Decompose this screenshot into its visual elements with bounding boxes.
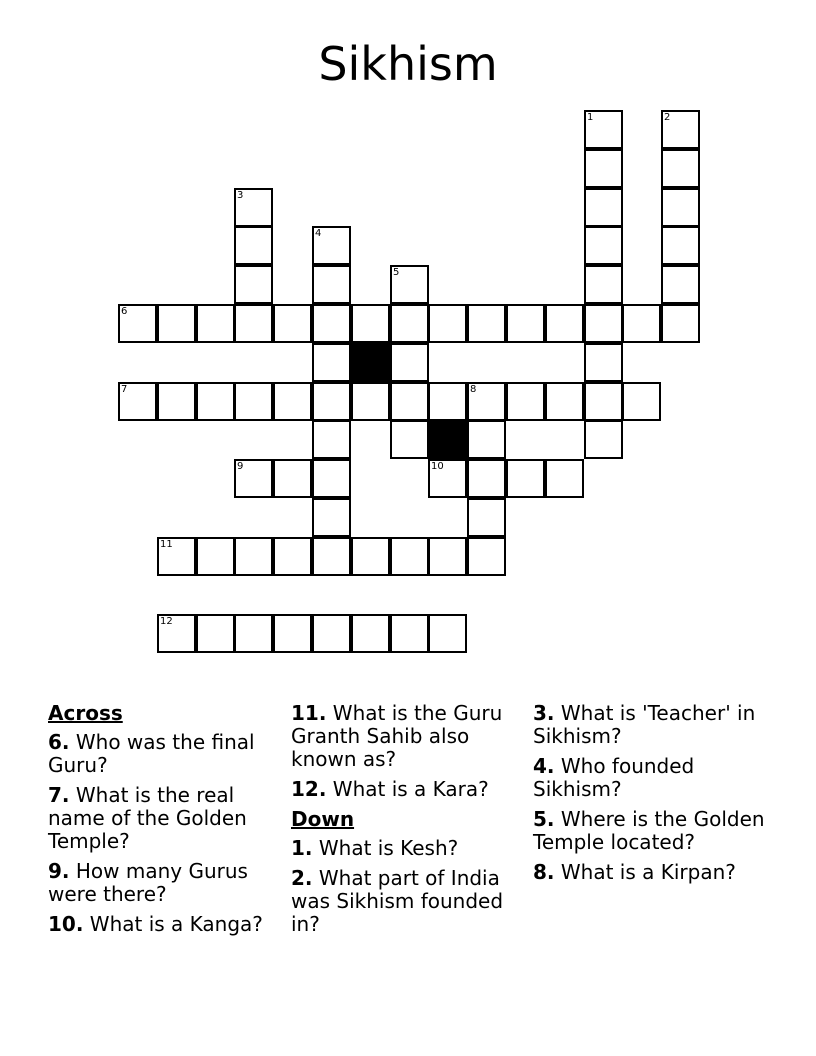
letter-cell[interactable] xyxy=(467,459,506,498)
letter-cell[interactable] xyxy=(351,382,390,421)
letter-cell[interactable] xyxy=(584,188,623,227)
letter-cell[interactable] xyxy=(312,343,351,382)
clue-number: 7. xyxy=(48,783,70,807)
letter-cell[interactable] xyxy=(467,304,506,343)
clue-down-3 xyxy=(533,702,769,748)
clue-number: 4. xyxy=(533,754,555,778)
letter-cell[interactable] xyxy=(584,304,623,343)
clue-text: What is Kesh? xyxy=(318,836,459,860)
letter-cell[interactable] xyxy=(196,304,235,343)
letter-cell[interactable] xyxy=(273,382,312,421)
letter-cell[interactable] xyxy=(661,226,700,265)
clue-number: 8. xyxy=(533,860,555,884)
letter-cell[interactable] xyxy=(312,537,351,576)
clue-down-8 xyxy=(533,861,769,884)
clue-text: What part of India was Sikhism founded in? xyxy=(291,866,504,936)
letter-cell[interactable] xyxy=(234,537,273,576)
down-heading: Down xyxy=(291,807,355,831)
clue-text: What is a Kanga? xyxy=(89,912,263,936)
clue-across-6 xyxy=(48,731,284,777)
clue-number: 5. xyxy=(533,807,555,831)
letter-cell[interactable] xyxy=(390,614,429,653)
letter-cell[interactable] xyxy=(428,382,467,421)
letter-cell[interactable] xyxy=(234,265,273,304)
letter-cell[interactable] xyxy=(234,459,273,498)
letter-cell[interactable] xyxy=(234,304,273,343)
clue-number-label: 7 xyxy=(121,384,128,395)
letter-cell[interactable] xyxy=(118,382,157,421)
letter-cell[interactable] xyxy=(661,304,700,343)
clue-number: 2. xyxy=(291,866,313,890)
letter-cell[interactable] xyxy=(312,498,351,537)
clue-text: Who founded Sikhism? xyxy=(533,754,695,801)
block-cell xyxy=(428,420,467,459)
letter-cell[interactable] xyxy=(118,304,157,343)
clue-text: What is 'Teacher' in Sikhism? xyxy=(533,701,756,748)
clue-text: Where is the Golden Temple located? xyxy=(533,807,765,854)
clue-number: 10. xyxy=(48,912,84,936)
letter-cell[interactable] xyxy=(584,226,623,265)
clue-across-10 xyxy=(48,913,284,936)
letter-cell[interactable] xyxy=(312,265,351,304)
letter-cell[interactable] xyxy=(467,498,506,537)
clue-text: What is a Kara? xyxy=(332,777,489,801)
letter-cell[interactable] xyxy=(390,304,429,343)
clue-number-label: 2 xyxy=(664,112,671,123)
letter-cell[interactable] xyxy=(234,188,273,227)
letter-cell[interactable] xyxy=(312,420,351,459)
clue-number-label: 5 xyxy=(393,267,400,278)
letter-cell[interactable] xyxy=(390,420,429,459)
letter-cell[interactable] xyxy=(584,420,623,459)
letter-cell[interactable] xyxy=(467,537,506,576)
letter-cell[interactable] xyxy=(157,304,196,343)
clue-number: 9. xyxy=(48,859,70,883)
page-title: Sikhism xyxy=(318,37,498,91)
letter-cell[interactable] xyxy=(390,537,429,576)
letter-cell[interactable] xyxy=(584,343,623,382)
letter-cell[interactable] xyxy=(661,188,700,227)
letter-cell[interactable] xyxy=(545,459,584,498)
letter-cell[interactable] xyxy=(428,537,467,576)
letter-cell[interactable] xyxy=(351,614,390,653)
letter-cell[interactable] xyxy=(622,304,661,343)
letter-cell[interactable] xyxy=(351,304,390,343)
letter-cell[interactable] xyxy=(390,265,429,304)
clue-number-label: 11 xyxy=(160,539,173,550)
letter-cell[interactable] xyxy=(467,382,506,421)
letter-cell[interactable] xyxy=(390,382,429,421)
letter-cell[interactable] xyxy=(506,382,545,421)
letter-cell[interactable] xyxy=(312,459,351,498)
clue-down-4 xyxy=(533,755,769,801)
clue-number: 6. xyxy=(48,730,70,754)
letter-cell[interactable] xyxy=(273,614,312,653)
clue-number: 12. xyxy=(291,777,327,801)
clue-number-label: 4 xyxy=(315,228,322,239)
letter-cell[interactable] xyxy=(467,420,506,459)
clue-down-5 xyxy=(533,808,769,854)
clue-number: 11. xyxy=(291,701,327,725)
clue-across-12 xyxy=(291,778,527,801)
clue-number-label: 6 xyxy=(121,306,128,317)
letter-cell[interactable] xyxy=(428,459,467,498)
letter-cell[interactable] xyxy=(584,149,623,188)
clue-number-label: 10 xyxy=(431,461,444,472)
letter-cell[interactable] xyxy=(351,537,390,576)
letter-cell[interactable] xyxy=(545,382,584,421)
letter-cell[interactable] xyxy=(234,614,273,653)
letter-cell[interactable] xyxy=(390,343,429,382)
letter-cell[interactable] xyxy=(545,304,584,343)
clue-across-7 xyxy=(48,784,284,853)
letter-cell[interactable] xyxy=(584,382,623,421)
letter-cell[interactable] xyxy=(622,382,661,421)
letter-cell[interactable] xyxy=(312,304,351,343)
letter-cell[interactable] xyxy=(234,382,273,421)
clues-column-2 xyxy=(291,702,527,943)
clue-text: What is the real name of the Golden Temple? xyxy=(48,783,247,853)
clue-text: Who was the final Guru? xyxy=(48,730,255,777)
letter-cell[interactable] xyxy=(157,382,196,421)
letter-cell[interactable] xyxy=(506,459,545,498)
letter-cell[interactable] xyxy=(661,149,700,188)
letter-cell[interactable] xyxy=(312,382,351,421)
letter-cell[interactable] xyxy=(157,537,196,576)
clue-number: 3. xyxy=(533,701,555,725)
letter-cell[interactable] xyxy=(428,614,467,653)
clue-down-2 xyxy=(291,867,527,936)
letter-cell[interactable] xyxy=(506,304,545,343)
letter-cell[interactable] xyxy=(157,614,196,653)
letter-cell[interactable] xyxy=(196,537,235,576)
clue-down-1 xyxy=(291,837,527,860)
clue-number: 1. xyxy=(291,836,313,860)
clue-across-11 xyxy=(291,702,527,771)
clue-number-label: 12 xyxy=(160,616,173,627)
letter-cell[interactable] xyxy=(584,110,623,149)
clue-number-label: 9 xyxy=(237,461,244,472)
clue-text: How many Gurus were there? xyxy=(48,859,248,906)
clue-number-label: 8 xyxy=(470,384,477,395)
letter-cell[interactable] xyxy=(428,304,467,343)
clues-column-1 xyxy=(48,702,284,943)
block-cell xyxy=(351,343,390,382)
letter-cell[interactable] xyxy=(234,226,273,265)
letter-cell[interactable] xyxy=(273,304,312,343)
letter-cell[interactable] xyxy=(312,614,351,653)
clues-column-3 xyxy=(533,702,769,891)
letter-cell[interactable] xyxy=(584,265,623,304)
letter-cell[interactable] xyxy=(273,537,312,576)
letter-cell[interactable] xyxy=(661,110,700,149)
across-heading: Across xyxy=(48,701,123,725)
clue-across-9 xyxy=(48,860,284,906)
letter-cell[interactable] xyxy=(196,614,235,653)
letter-cell[interactable] xyxy=(196,382,235,421)
clue-number-label: 1 xyxy=(587,112,594,123)
clue-text: What is a Kirpan? xyxy=(560,860,736,884)
letter-cell[interactable] xyxy=(661,265,700,304)
clue-text: What is the Guru Granth Sahib also known as? xyxy=(291,701,503,771)
clue-number-label: 3 xyxy=(237,190,244,201)
letter-cell[interactable] xyxy=(273,459,312,498)
letter-cell[interactable] xyxy=(312,226,351,265)
